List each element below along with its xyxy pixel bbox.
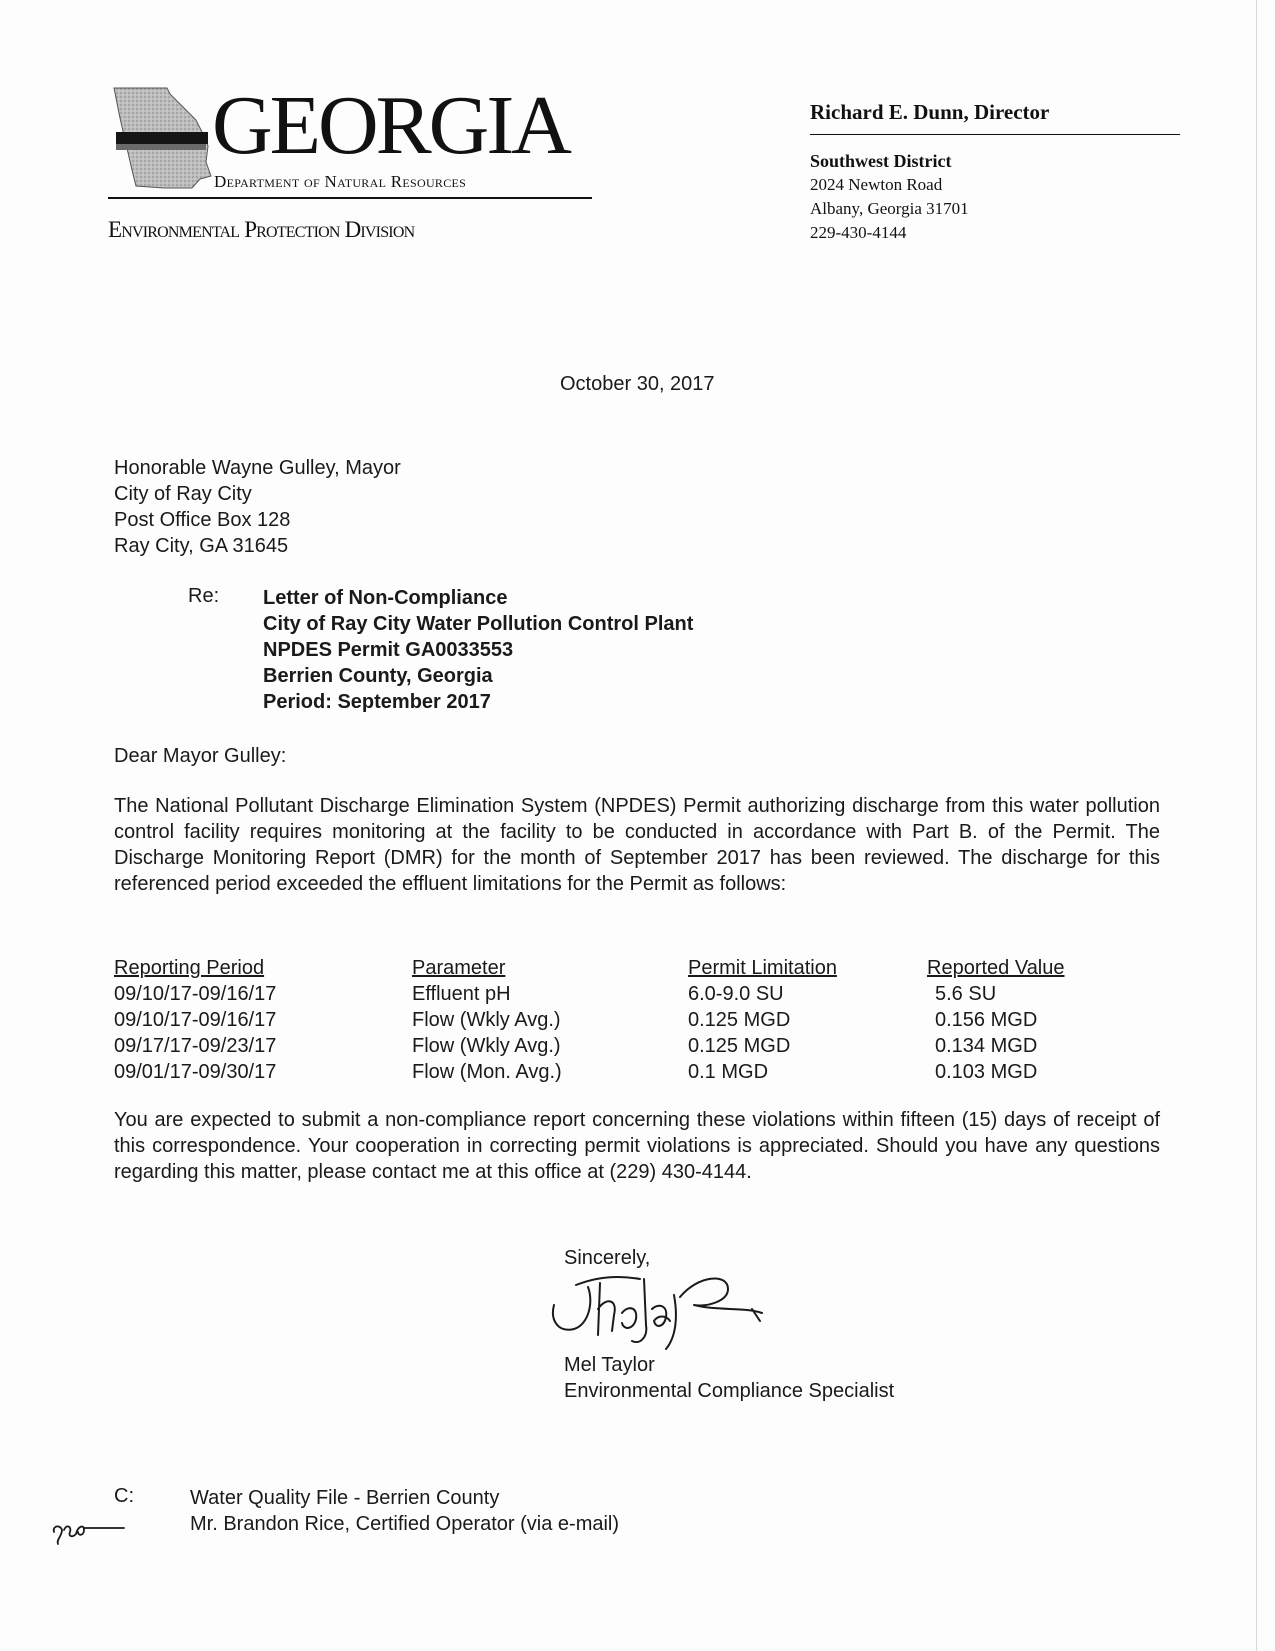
re-line: City of Ray City Water Pollution Control Plant	[263, 613, 694, 635]
recipient-line: Post Office Box 128	[114, 509, 291, 531]
district-street: 2024 Newton Road	[810, 175, 943, 194]
district-address	[810, 149, 969, 245]
recipient-line: City of Ray City	[114, 483, 252, 505]
table-cell: 0.1 MGD	[688, 1061, 769, 1083]
re-line: Letter of Non-Compliance	[263, 587, 508, 609]
table-cell: 0.125 MGD	[688, 1035, 791, 1057]
district-city: Albany, Georgia 31701	[810, 199, 969, 218]
closing: Sincerely,	[564, 1247, 651, 1269]
table-cell: 09/17/17-09/23/17	[114, 1035, 277, 1057]
re-label: Re:	[188, 585, 220, 607]
table-cell: Flow (Wkly Avg.)	[412, 1035, 561, 1057]
re-line: Period: September 2017	[263, 691, 491, 713]
re-line: Berrien County, Georgia	[263, 665, 493, 687]
re-line: NPDES Permit GA0033553	[263, 639, 514, 661]
georgia-map-icon	[112, 84, 217, 196]
table-cell: 5.6 SU	[935, 983, 997, 1005]
table-cell: Flow (Wkly Avg.)	[412, 1009, 561, 1031]
handwritten-initials-icon	[50, 1516, 130, 1546]
table-cell: 0.103 MGD	[935, 1061, 1038, 1083]
cc-line: Mr. Brandon Rice, Certified Operator (via e-mail)	[190, 1513, 620, 1535]
division-name: Environmental Protection Division	[108, 217, 415, 242]
recipient-address	[114, 455, 401, 559]
director-divider	[810, 134, 1180, 135]
department-name: Department of Natural Resources	[214, 172, 467, 191]
salutation: Dear Mayor Gulley:	[114, 745, 287, 767]
table-column-period	[114, 955, 374, 1085]
director-name: Richard E. Dunn, Director	[810, 100, 1050, 124]
table-column-limitation	[688, 955, 948, 1085]
table-column-reported	[927, 955, 1187, 1085]
letter-date: October 30, 2017	[560, 373, 715, 395]
table-header: Reporting Period	[114, 957, 265, 979]
table-cell: 0.125 MGD	[688, 1009, 791, 1031]
re-subject	[263, 585, 693, 715]
signer-block	[564, 1352, 894, 1404]
table-header: Reported Value	[927, 957, 1065, 979]
district-phone: 229-430-4144	[810, 223, 907, 242]
table-column-parameter	[412, 955, 672, 1085]
table-cell: 09/10/17-09/16/17	[114, 983, 277, 1005]
recipient-line: Ray City, GA 31645	[114, 535, 289, 557]
letterhead-divider	[108, 197, 592, 199]
table-cell: 6.0-9.0 SU	[688, 983, 784, 1005]
table-header: Permit Limitation	[688, 957, 837, 979]
body-paragraph: The National Pollutant Discharge Elimination System (NPDES) Permit authorizing discharge from this water pollution control facility requires monitoring at the facility to be conducted in accordance with Part B. of the Permit. The Discharge Monitoring Report (DMR) for the month of September 2017 has been reviewed. The discharge for this referenced period exceeded the effluent limitations for the Permit as follows:	[114, 795, 1160, 895]
table-header: Parameter	[412, 957, 506, 979]
table-cell: Flow (Mon. Avg.)	[412, 1061, 562, 1083]
cc-line: Water Quality File - Berrien County	[190, 1487, 500, 1509]
recipient-line: Honorable Wayne Gulley, Mayor	[114, 457, 401, 479]
cc-label: C:	[114, 1485, 134, 1507]
table-cell: 09/01/17-09/30/17	[114, 1061, 277, 1083]
body-paragraph: You are expected to submit a non-compliance report concerning these violations within fifteen (15) days of receipt of this correspondence. Your cooperation in correcting permit violations is appreciated. Should you have any questions regarding this matter, please contact me at this office at (229) 430-4144.	[114, 1109, 1160, 1183]
signer-name: Mel Taylor	[564, 1354, 655, 1376]
signature-icon	[548, 1265, 788, 1355]
scan-edge-line	[1256, 0, 1257, 1651]
table-cell: 0.134 MGD	[935, 1035, 1038, 1057]
table-cell: 09/10/17-09/16/17	[114, 1009, 277, 1031]
table-cell: 0.156 MGD	[935, 1009, 1038, 1031]
cc-list	[190, 1485, 619, 1537]
district-name: Southwest District	[810, 151, 952, 171]
table-cell: Effluent pH	[412, 983, 511, 1005]
georgia-wordmark: GEORGIA	[212, 79, 569, 172]
signer-title: Environmental Compliance Specialist	[564, 1380, 895, 1402]
